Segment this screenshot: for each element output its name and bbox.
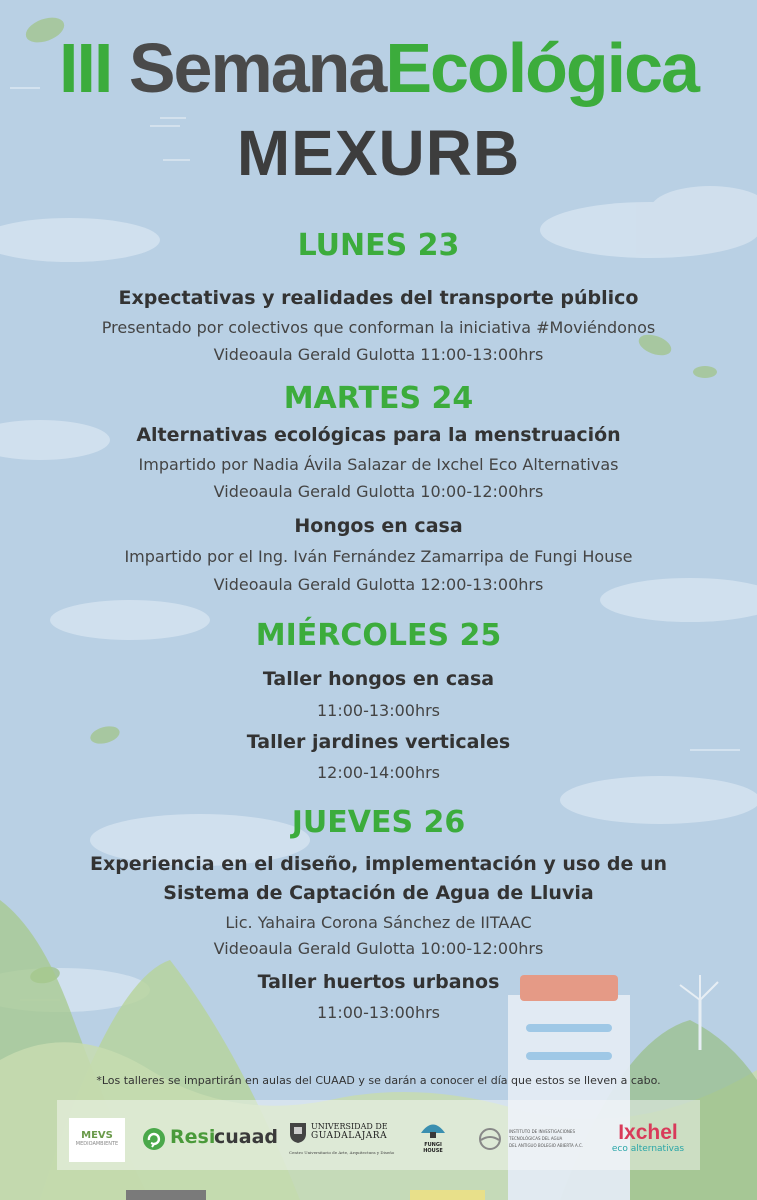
poster-title: [0, 30, 757, 106]
event-title: Expectativas y realidades del transporte público: [118, 287, 639, 309]
resicuaad-text-resi: Resi: [170, 1126, 216, 1148]
sponsor-logo-bar: [57, 1100, 700, 1170]
day-heading-martes: MARTES 24: [283, 381, 474, 416]
water-drop-icon: [475, 1128, 505, 1150]
recycle-icon: [142, 1127, 166, 1151]
mevs-logo-sub: MEDIOAMBIENTE: [75, 1141, 119, 1147]
instituto-logo: [475, 1124, 593, 1156]
day-heading-miercoles: MIÉRCOLES 25: [255, 618, 502, 653]
ixchel-logo: [605, 1122, 691, 1162]
mevs-logo: [69, 1118, 125, 1162]
event-title: Alternativas ecológicas para la menstruación: [136, 424, 621, 446]
ixchel-logo-sub: eco alternativas: [611, 1144, 685, 1154]
event-title: Experiencia en el diseño, implementación y uso de un: [89, 853, 668, 875]
mushroom-icon: [420, 1120, 446, 1138]
udg-line1: UNIVERSIDAD DE: [311, 1122, 388, 1131]
instituto-line1: INSTITUTO DE INVESTIGACIONES: [509, 1129, 575, 1134]
event-detail: Videoaula Gerald Gulotta 11:00-13:00hrs: [213, 345, 544, 364]
event-detail: Impartido por Nadia Ávila Salazar de Ixchel Eco Alternativas: [138, 455, 619, 474]
event-title: Hongos en casa: [294, 515, 463, 537]
event-detail: Presentado por colectivos que conforman la iniciativa #Moviéndonos: [101, 318, 656, 337]
title-number: III: [59, 29, 112, 107]
event-title: Sistema de Captación de Agua de Lluvia: [163, 882, 594, 904]
udg-line3: Centro Universitario de Arte, Arquitectura y Diseño: [289, 1150, 395, 1155]
event-title: Taller hongos en casa: [262, 668, 495, 690]
event-title: Taller jardines verticales: [246, 731, 511, 753]
fungi-house-logo: [415, 1120, 451, 1160]
event-detail: 11:00-13:00hrs: [316, 1003, 441, 1022]
event-detail: 12:00-14:00hrs: [316, 763, 441, 782]
event-detail: Videoaula Gerald Gulotta 10:00-12:00hrs: [213, 939, 544, 958]
resicuaad-text-cuaad: cuaad: [214, 1126, 279, 1148]
event-title: Taller huertos urbanos: [257, 971, 500, 993]
ixchel-logo-name: Ixchel: [618, 1121, 678, 1144]
udg-line2: GUADALAJARA: [311, 1131, 388, 1141]
fungi-line2: HOUSE: [423, 1148, 443, 1154]
day-heading-lunes: LUNES 23: [297, 228, 460, 263]
event-detail: Videoaula Gerald Gulotta 10:00-12:00hrs: [213, 482, 544, 501]
title-word-semana: Semana: [128, 29, 386, 107]
event-detail: Impartido por el Ing. Iván Fernández Zamarripa de Fungi House: [124, 547, 633, 566]
mevs-logo-name: MEVS: [81, 1130, 113, 1141]
instituto-line3: DEL ANTIGUO BOLEGIO ABIERTA A.C.: [509, 1143, 584, 1148]
resicuaad-logo: [142, 1124, 279, 1154]
fungi-line1: FUNGI: [424, 1142, 442, 1148]
udg-logo: [289, 1120, 404, 1162]
poster-subtitle: MEXURB: [236, 117, 521, 189]
event-detail: Videoaula Gerald Gulotta 12:00-13:00hrs: [213, 575, 544, 594]
event-detail: Lic. Yahaira Corona Sánchez de IITAAC: [225, 913, 532, 932]
instituto-line2: TECNOLÓGICAS DEL AGUA: [509, 1136, 563, 1141]
day-heading-jueves: JUEVES 26: [291, 805, 466, 840]
footnote: *Los talleres se impartirán en aulas del CUAAD y se darán a conocer el día que estos se lleven a cabo.: [96, 1074, 661, 1087]
title-word-ecologica: Ecológica: [385, 29, 698, 107]
udg-crest-icon: [289, 1122, 307, 1144]
event-detail: 11:00-13:00hrs: [316, 701, 441, 720]
